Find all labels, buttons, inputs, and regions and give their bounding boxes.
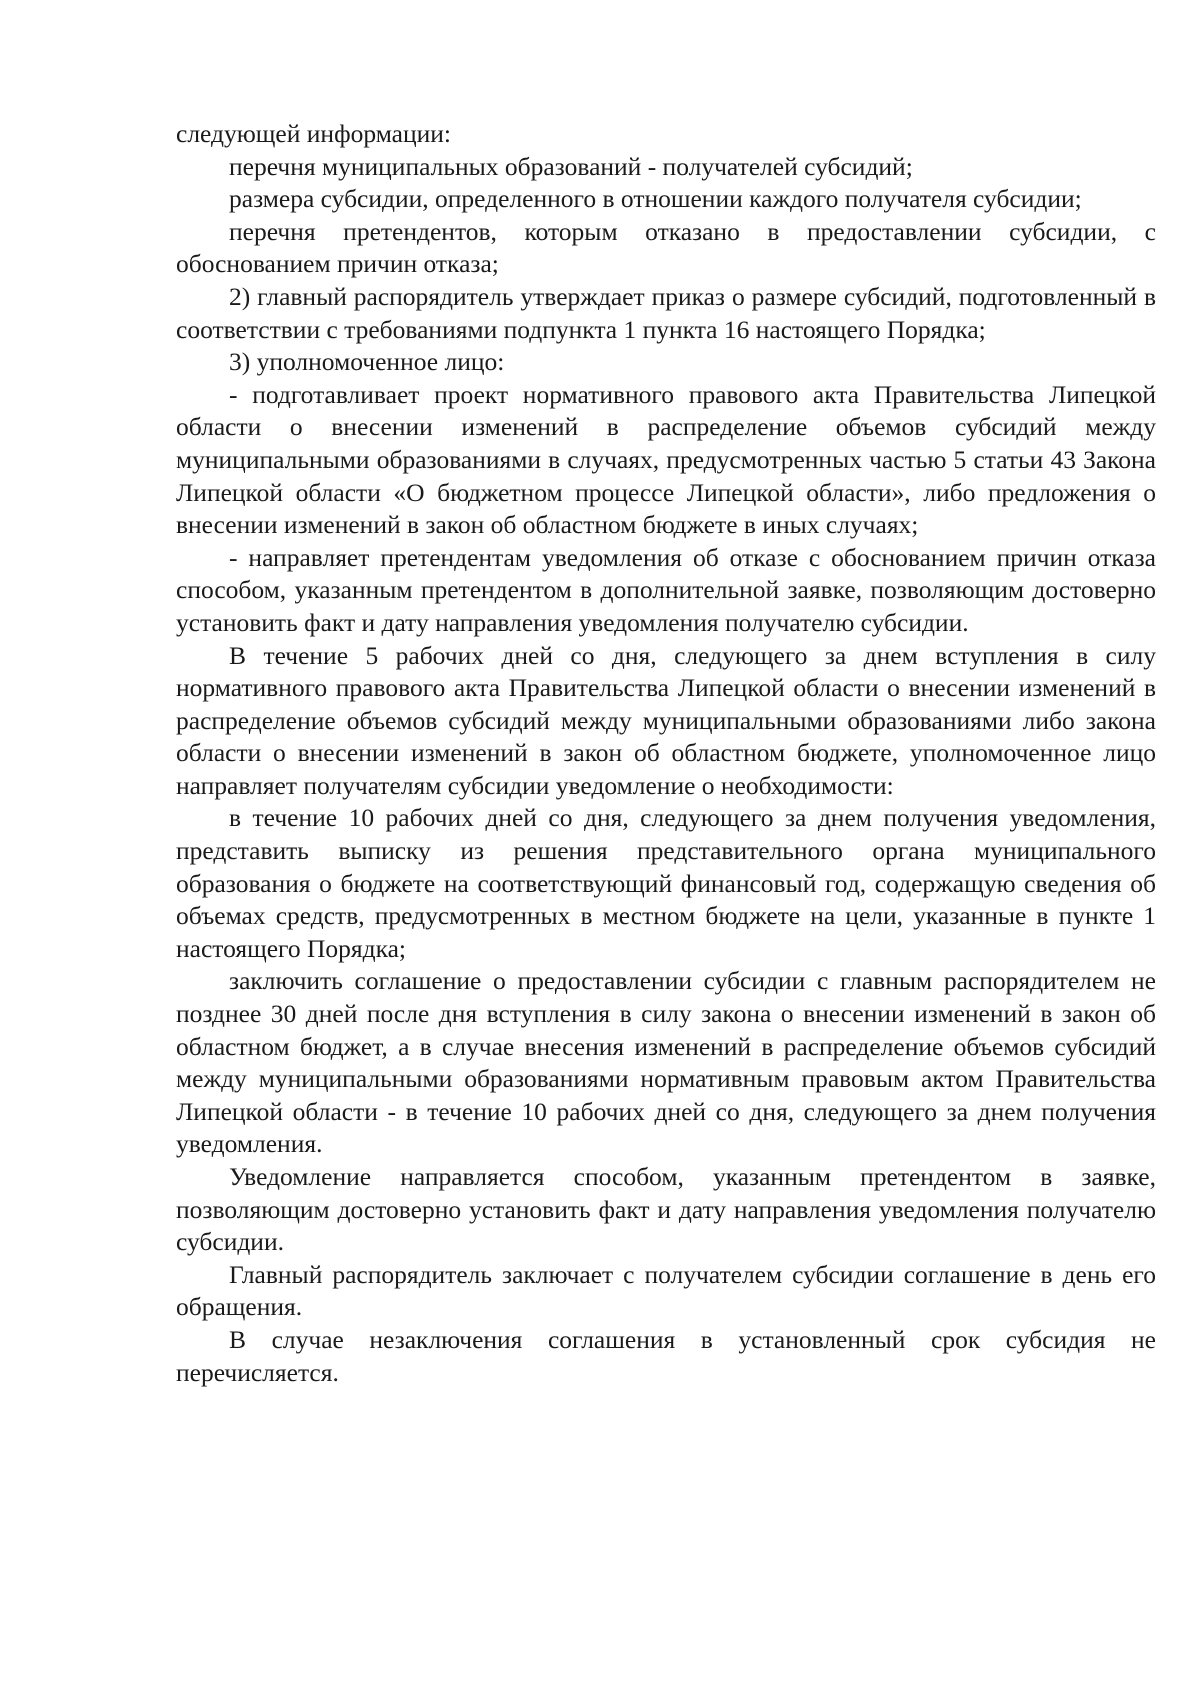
paragraph-refused-applicants: перечня претендентов, которым отказано в предоставлении субсидии, с обоснованием причин отказа; [176,216,1156,279]
paragraph-item-3: 3) уполномоченное лицо: [229,347,505,377]
paragraph-agreement-day: Главный распорядитель заключает с получателем субсидии соглашение в день его обращения. [176,1259,1156,1322]
paragraph-subsidy-size: размера субсидии, определенного в отношении каждого получателя субсидии; [229,184,1082,214]
paragraph-list-municipalities: перечня муниципальных образований - получателей субсидий; [229,151,913,181]
paragraph-within-10-days: в течение 10 рабочих дней со дня, следующего за днем получения уведомления, представить выписку из решения представительного органа муниципального образования о бюджете на соответствующий финансовый год, содержащую сведения об объемах средств, предусмотренных в местном бюджете на цели, указанные в пункте 1 настоящего Порядка; [176,803,1156,963]
paragraph-conclude-agreement: заключить соглашение о предоставлении субсидии с главным распорядителем не позднее 30 дней после дня вступления в силу закона о внесении изменений в закон об областном бюджет, а в случае внесения изменений в распределение объемов субсидий между муниципальными образованиями нормативным правовым актом Правительства Липецкой области - в течение 10 рабочих дней со дня, следующего за днем получения уведомления. [176,966,1156,1159]
document-body [176,118,1156,1389]
paragraph-notification-method: Уведомление направляется способом, указанным претендентом в заявке, позволяющим достоверно установить факт и дату направления уведомления получателю субсидии. [176,1162,1156,1257]
paragraph-no-transfer: В случае незаключения соглашения в установленный срок субсидия не перечисляется. [176,1324,1156,1387]
paragraph-within-5-days: В течение 5 рабочих дней со дня, следующего за днем вступления в силу нормативного правового акта Правительства Липецкой области о внесении изменений в распределение объемов субсидий между муниципальными образованиями либо закона области о внесении изменений в закон об областном бюджете, уполномоченное лицо направляет получателям субсидии уведомление о необходимости: [176,640,1156,800]
paragraph-item-2: 2) главный распорядитель утверждает приказ о размере субсидий, подготовленный в соответствии с требованиями подпункта 1 пункта 16 настоящего Порядка; [176,281,1156,344]
paragraph-prepares-draft: - подготавливает проект нормативного правового акта Правительства Липецкой области о внесении изменений в распределение объемов субсидий между муниципальными образованиями в случаях, предусмотренных частью 5 статьи 43 Закона Липецкой области «О бюджетном процессе Липецкой области», либо предложения о внесении изменений в закон об областном бюджете в иных случаях; [176,379,1156,540]
paragraph-info-intro: следующей информации: [176,119,452,148]
paragraph-sends-refusals: - направляет претендентам уведомления об отказе с обоснованием причин отказа способом, указанным претендентом в дополнительной заявке, позволяющим достоверно установить факт и дату направления уведомления получателю субсидии. [176,542,1156,637]
